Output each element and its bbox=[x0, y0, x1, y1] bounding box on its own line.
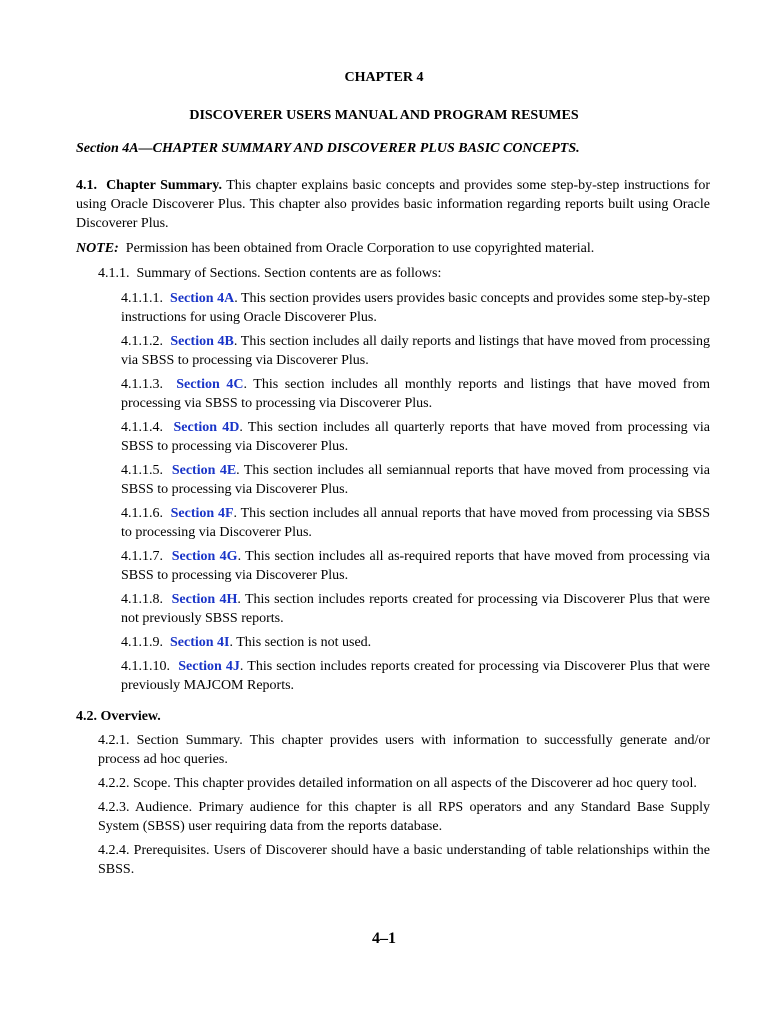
overview-item: 4.2.3. Audience. Primary audience for this chapter is all RPS operators and any Standard Base Supply System (SBSS) user requiring data from the reports database. bbox=[98, 800, 710, 834]
overview-heading: 4.2. Overview. bbox=[76, 709, 161, 724]
item-number: 4.1.1.5. bbox=[121, 463, 163, 478]
document-title: DISCOVERER USERS MANUAL AND PROGRAM RESUMES bbox=[189, 108, 579, 123]
section-item bbox=[76, 461, 710, 499]
overview-item: 4.2.2. Scope. This chapter provides detailed information on all aspects of the Discoverer ad hoc query tool. bbox=[98, 776, 697, 791]
item-number: 4.1.1.10. bbox=[121, 659, 170, 674]
chapter-title: CHAPTER 4 bbox=[344, 70, 424, 85]
document-body bbox=[76, 176, 710, 884]
item-text: . This section includes all quarterly reports that have moved from processing via SBSS to processing via Discoverer Plus. bbox=[121, 420, 710, 454]
paragraph-heading: Chapter Summary. bbox=[106, 178, 222, 193]
section-item bbox=[76, 332, 710, 370]
section-link-4a[interactable]: Section 4A bbox=[170, 291, 235, 306]
item-text: . This section includes all as-required reports that have moved from processing via SBSS to processing via Discoverer Plus. bbox=[121, 549, 711, 583]
section-item bbox=[76, 418, 710, 456]
item-text: . This section includes all semiannual reports that have moved from processing via SBSS to processing via Discoverer Plus. bbox=[121, 463, 710, 497]
section-link-4i[interactable]: Section 4I bbox=[170, 635, 230, 650]
item-text: . This section includes reports created for processing via Discoverer Plus that were previously MAJCOM Reports. bbox=[121, 659, 711, 693]
item-text: . This section includes all monthly reports and listings that have moved from processing via SBSS to processing via Discoverer Plus. bbox=[121, 377, 710, 411]
item-number: 4.1.1.6. bbox=[121, 506, 163, 521]
section-item bbox=[76, 547, 710, 585]
note-text: Permission has been obtained from Oracle Corporation to use copyrighted material. bbox=[125, 241, 595, 256]
overview-item: 4.2.1. Section Summary. This chapter provides users with information to successfully generate and/or process ad hoc queries. bbox=[98, 733, 710, 767]
section-item bbox=[76, 633, 710, 652]
note-paragraph bbox=[76, 239, 710, 258]
paragraph-number: 4.1. bbox=[76, 178, 97, 193]
item-number: 4.1.1.3. bbox=[121, 377, 163, 392]
section-link-4g[interactable]: Section 4G bbox=[171, 549, 238, 564]
section-item bbox=[76, 375, 710, 413]
chapter-summary-paragraph bbox=[76, 176, 710, 233]
paragraph-number: 4.1.1. bbox=[98, 266, 130, 281]
section-link-4d[interactable]: Section 4D bbox=[173, 420, 240, 435]
item-text: . This section includes reports created for processing via Discoverer Plus that were not previously SBSS reports. bbox=[121, 592, 710, 626]
section-item bbox=[76, 657, 710, 695]
item-text: . This section includes all annual reports that have moved from processing via SBSS to processing via Discoverer Plus. bbox=[121, 506, 710, 540]
section-heading: Section 4A—CHAPTER SUMMARY AND DISCOVERER PLUS BASIC CONCEPTS. bbox=[76, 141, 580, 156]
item-number: 4.1.1.1. bbox=[121, 291, 163, 306]
item-text: . This section is not used. bbox=[229, 635, 372, 650]
section-link-4f[interactable]: Section 4F bbox=[170, 506, 234, 521]
section-link-4b[interactable]: Section 4B bbox=[170, 334, 234, 349]
overview-item: 4.2.4. Prerequisites. Users of Discoverer should have a basic understanding of table relationships within the SBSS. bbox=[98, 843, 710, 877]
page-number: 4–1 bbox=[372, 930, 396, 947]
item-text: . This section includes all daily reports and listings that have moved from processing via SBSS to processing via Discoverer Plus. bbox=[121, 334, 711, 368]
item-text: . This section provides users provides basic concepts and provides some step-by-step instructions for using Oracle Discoverer Plus. bbox=[121, 291, 710, 325]
section-link-4e[interactable]: Section 4E bbox=[171, 463, 237, 478]
section-link-4j[interactable]: Section 4J bbox=[178, 659, 240, 674]
item-number: 4.1.1.4. bbox=[121, 420, 163, 435]
section-item bbox=[76, 590, 710, 628]
item-number: 4.1.1.2. bbox=[121, 334, 163, 349]
summary-of-sections bbox=[76, 264, 710, 283]
item-number: 4.1.1.9. bbox=[121, 635, 163, 650]
item-number: 4.1.1.7. bbox=[121, 549, 163, 564]
paragraph-text: This chapter explains basic concepts and provides some step-by-step instructions for using Oracle Discoverer Plus. This chapter also provides basic information regarding reports built using Oracle Discoverer Plus. bbox=[76, 178, 711, 231]
paragraph-text: Summary of Sections. Section contents are as follows: bbox=[136, 266, 442, 281]
item-number: 4.1.1.8. bbox=[121, 592, 163, 607]
section-item bbox=[76, 504, 710, 542]
section-link-4h[interactable]: Section 4H bbox=[171, 592, 238, 607]
section-link-4c[interactable]: Section 4C bbox=[176, 377, 244, 392]
section-item bbox=[76, 289, 710, 327]
note-label: NOTE: bbox=[76, 241, 119, 256]
